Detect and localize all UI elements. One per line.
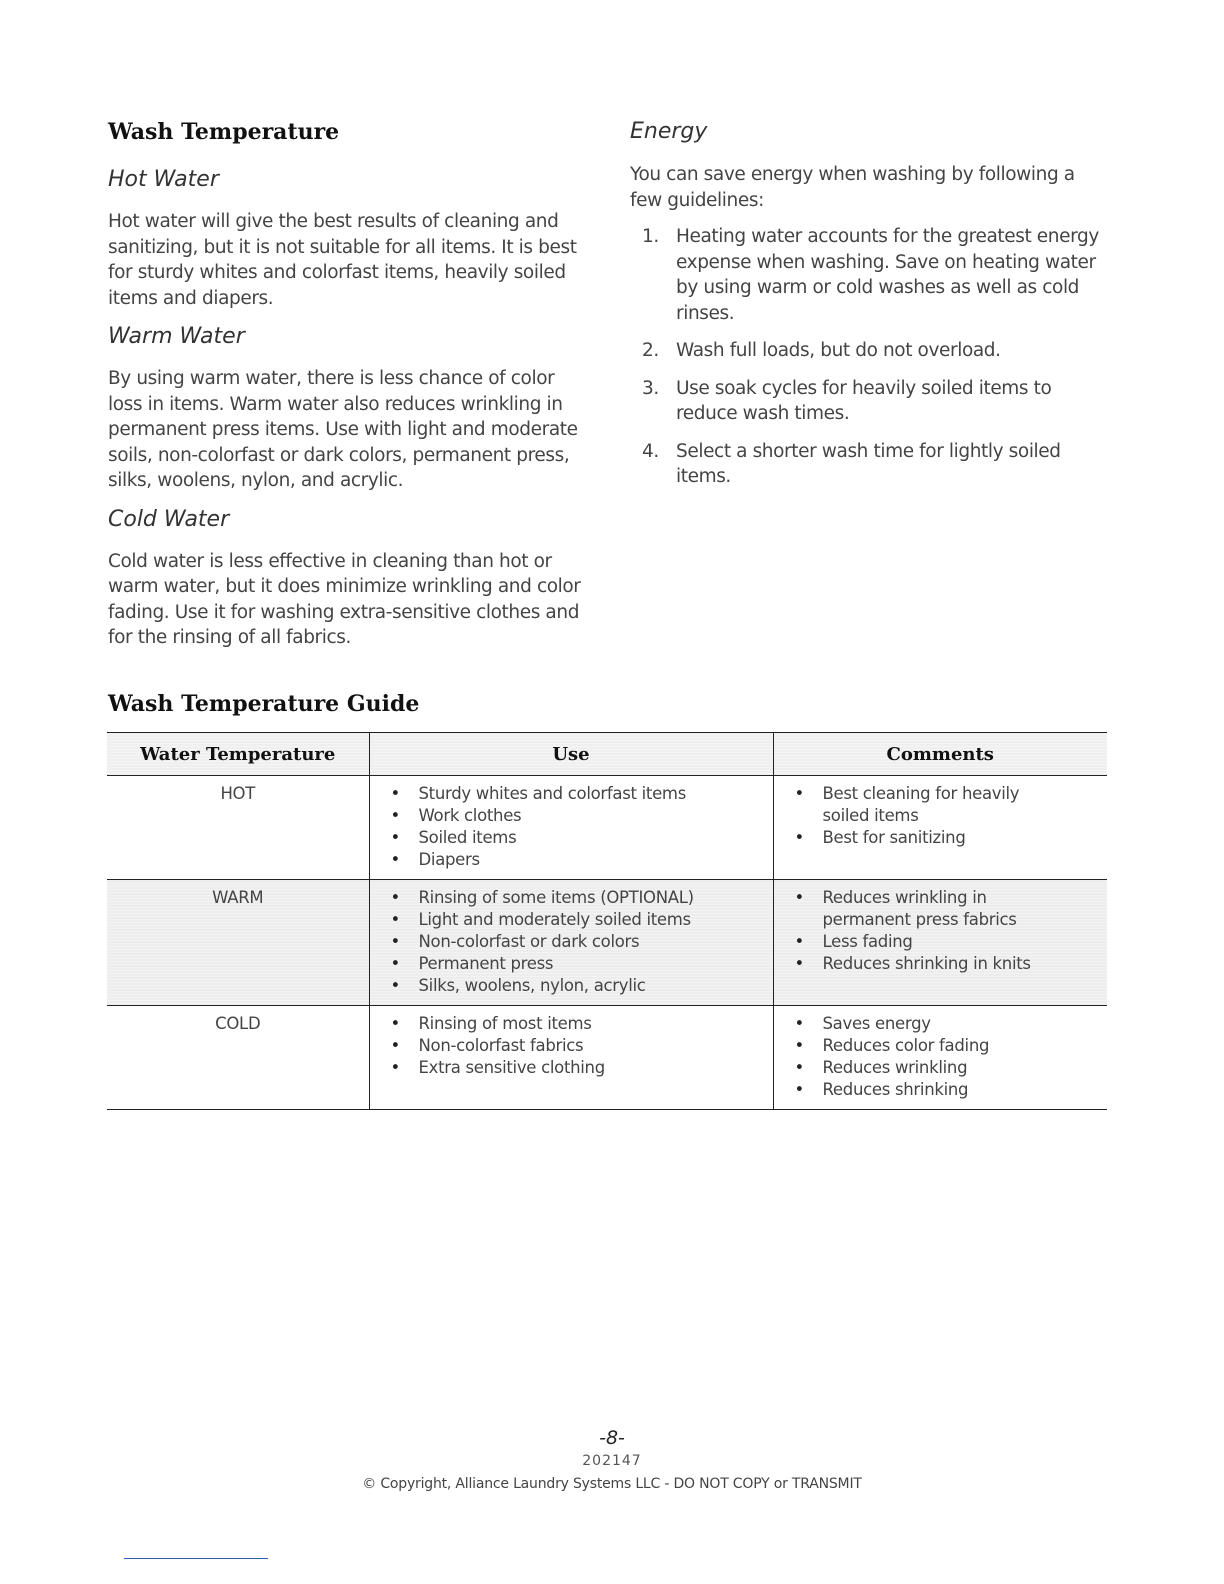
list-item: • Less fading — [774, 931, 1078, 953]
column-header: Comments — [773, 733, 1107, 776]
energy-item — [630, 224, 1108, 326]
energy-item-number: 3. — [642, 377, 659, 399]
wash-temperature-title: Wash Temperature — [108, 119, 340, 145]
table-header-row — [107, 733, 1107, 776]
energy-item-text: Use soak cycles for heavily soiled items to reduce wash times. — [676, 377, 1052, 424]
use-cell — [369, 880, 773, 1006]
wash-temperature-guide-title: Wash Temperature Guide — [108, 691, 420, 717]
comments-cell — [773, 880, 1107, 1006]
list-item: • Reduces shrinking — [774, 1079, 1108, 1101]
energy-item-number: 1. — [642, 226, 659, 247]
table-row — [107, 1006, 1107, 1110]
energy-item-text: Wash full loads, but do not overload. — [676, 340, 1001, 361]
energy-item — [630, 338, 1108, 364]
left-column — [108, 116, 588, 651]
energy-item — [630, 376, 1108, 427]
list-item: • Saves energy — [774, 1013, 1108, 1035]
right-column — [630, 116, 1108, 502]
column-header: Use — [369, 733, 773, 776]
comments-cell — [773, 776, 1107, 880]
list-item: • Diapers — [370, 849, 773, 871]
energy-item-text: Heating water accounts for the greatest energy expense when washing. Save on heating water by using warm or cold washes as well as cold rinses. — [676, 226, 1099, 324]
comments-cell — [773, 1006, 1107, 1110]
energy-item — [630, 439, 1108, 490]
list-item: • Sturdy whites and colorfast items — [370, 783, 773, 805]
hot-water-heading: Hot Water — [108, 167, 219, 192]
list-item: • Rinsing of some items (OPTIONAL) — [370, 887, 773, 909]
energy-intro: You can save energy when washing by following a few guidelines: — [630, 164, 1075, 211]
list-item: • Extra sensitive clothing — [370, 1057, 773, 1079]
energy-item-text: Select a shorter wash time for lightly soiled items. — [676, 440, 1061, 487]
cold-water-text: Cold water is less effective in cleaning than hot or warm water, but it does minimize wrinkling and color fading. Use it for washing extra-sensitive clothes and for the rinsing of all fabrics. — [108, 550, 581, 648]
temperature-cell: HOT — [107, 776, 369, 880]
list-item: • Reduces wrinkling — [774, 1057, 1108, 1079]
copyright-notice: © Copyright, Alliance Laundry Systems LLC - DO NOT COPY or TRANSMIT — [362, 1476, 862, 1492]
list-item: • Soiled items — [370, 827, 773, 849]
cold-water-heading: Cold Water — [108, 506, 230, 532]
table-row — [107, 880, 1107, 1006]
document-number: 202147 — [582, 1453, 642, 1469]
warm-water-text: By using warm water, there is less chance of color loss in items. Warm water also reduces wrinkling in permanent press items. Use with light and moderate soils, non-colorfast or dark colors, permanent press, silks, woolens, nylon, and acrylic. — [108, 368, 578, 491]
page-number: -8- — [599, 1427, 625, 1449]
list-item: • Non-colorfast fabrics — [370, 1035, 773, 1057]
use-cell — [369, 1006, 773, 1110]
list-item: • Best cleaning for heavily soiled items — [774, 783, 1068, 827]
list-item: • Reduces color fading — [774, 1035, 1108, 1057]
column-header: Water Temperature — [107, 733, 369, 776]
list-item: • Silks, woolens, nylon, acrylic — [370, 975, 773, 997]
list-item: • Reduces wrinkling in permanent press fabrics — [774, 887, 1078, 931]
list-item: • Reduces shrinking in knits — [774, 953, 1078, 975]
list-item: • Non-colorfast or dark colors — [370, 931, 773, 953]
wash-temperature-guide-table — [107, 732, 1107, 1110]
list-item: • Permanent press — [370, 953, 773, 975]
energy-heading: Energy — [630, 119, 708, 144]
footnote-rule — [124, 1558, 268, 1559]
energy-list — [630, 224, 1108, 490]
use-cell — [369, 776, 773, 880]
list-item: • Rinsing of most items — [370, 1013, 773, 1035]
temperature-cell: COLD — [107, 1006, 369, 1110]
energy-item-number: 2. — [642, 340, 659, 361]
list-item: • Work clothes — [370, 805, 773, 827]
energy-item-number: 4. — [642, 440, 659, 462]
list-item: • Light and moderately soiled items — [370, 909, 773, 931]
temperature-cell: WARM — [107, 880, 369, 1006]
list-item: • Best for sanitizing — [774, 827, 1068, 849]
hot-water-text: Hot water will give the best results of cleaning and sanitizing, but it is not suitable for all items. It is best for sturdy whites and colorfast items, heavily soiled items and diapers. — [108, 211, 577, 309]
warm-water-heading: Warm Water — [108, 324, 245, 349]
table-row — [107, 776, 1107, 880]
